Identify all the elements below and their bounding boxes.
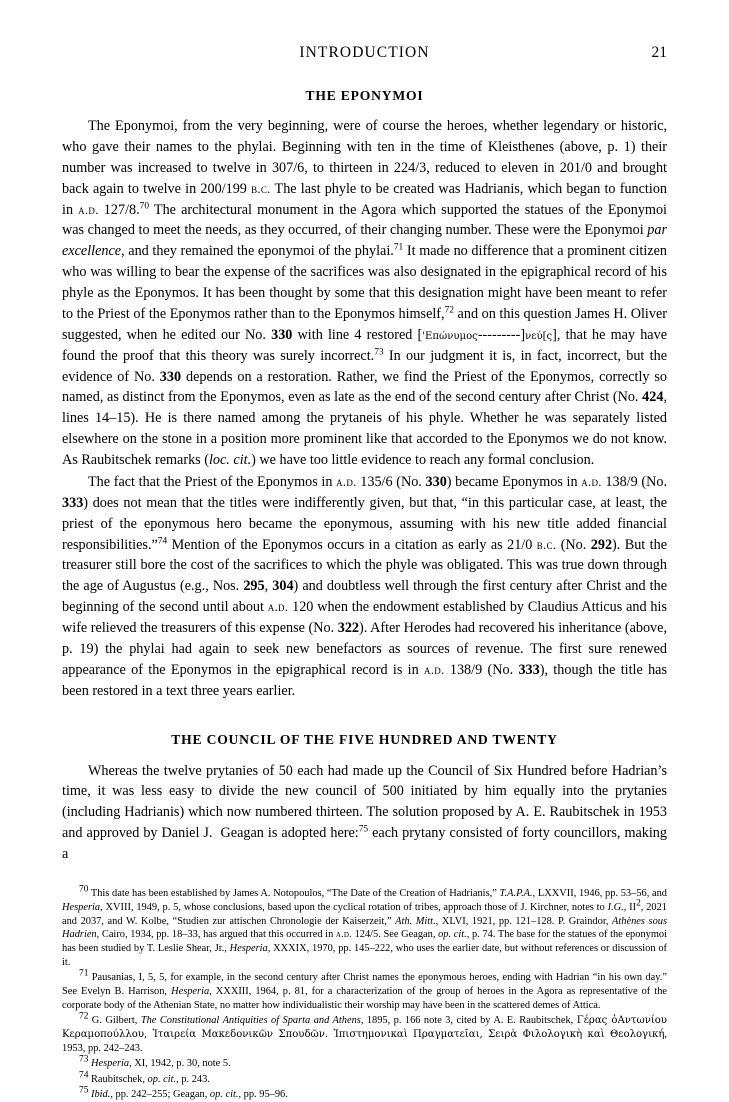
footnote-71: $^{71}$ Pausanias, I, 5, 5, for example, in the second century after Christ names the eponymous heroes, ending with Hadrian “in his own day.” See Evelyn B. Harrison, Hesperia, XXXIII, 1964, p. 81, for a characterization of the group of heroes in the Agora as representative of the corporate body of the Athenian State, no matter how individualistic their worship may have been in the scattered demes of Attica. [62,968,667,1011]
section-title-council: THE COUNCIL OF THE FIVE HUNDRED AND TWENTY [171,731,558,747]
running-head [62,44,667,62]
section-title-eponymoi: THE EPONYMOI [305,88,424,103]
footnote-70: $^{70}$ This date has been established by James A. Notopoulos, “The Date of the Creation of Hadrianis,” T.A.P.A., LXXVII, 1946, pp. 53–56, and Hesperia, XVIII, 1949, p. 5, whose conclusions, based upon the cyclical rotation of tribes, approach those of J. Kirchner, notes to I.G., $II^2$, 2021 and 2037, and W. Kolbe, “Studien zur attischen Chronologie der Kaiserzeit,” Ath. Mitt., XLVI, 1921, pp. 121–128. P. Graindor, Athènes sous Hadrien, Cairo, 1934, pp. 18–33, has argued that this occurred in a.d. 124/5. See Geagan, op. cit., p. 74. The base for the statues of the eponymoi has been studied by T. Leslie Shear, Jr., Hesperia, XXXIX, 1970, pp. 145–222, who uses the earlier date, but without references or discussion of it. [62,884,668,969]
footnote-75: $^{75}$ Ibid., pp. 242–255; Geagan, op. cit., pp. 95–96. [79,1085,288,1100]
paragraph-council-1: Whereas the twelve prytanies of 50 each had made up the Council of Six Hundred before Hadrian’s time, it was less easy to divide the new council of 500 initiated by him equally into the prytanies (including Hadrianis) which now numbered thirteen. The solution proposed by A. E. Raubitschek in 1953 and approved by Daniel J. Geagan is adopted here:$^{75}$ each prytany consisted of forty councillors, making a [62,762,667,862]
page-number: 21 [651,44,667,61]
paragraph-eponymoi-2: The fact that the Priest of the Eponymos in a.d. 135/6 (No. 330) became Eponymos in a.d. 138/9 (No. 333) does not mean that the titles were indifferently given, but that, “in this particular case, at least, the priest of the eponymous hero became the eponymous, assuming with his new title added financial responsibilities.”$^{74}$ Mention of the Eponymos occurs in a citation as early as 21/0 b.c. (No. 292). But the treasurer still bore the cost of the sacrifices to which the phyle was obligated. This was true down through the age of Augustus (e.g., Nos. 295, 304) and doubtless well through the first century after Christ and the beginning of the second until about a.d. 120 when the endowment established by Claudius Atticus and his wife relieved the treasurers of this expense (No. 322). After Herodes had recovered his inheritance (above, p. 19) the phylai had again to seek new benefactors as sources of revenue. The first sure renewed appearance of the Eponymos in the epigraphical record is in a.d. 138/9 (No. 333), though the title has been restored in a text three years earlier. [62,473,668,699]
footnote-73: $^{73}$ Hesperia, XI, 1942, p. 30, note 5. [79,1054,231,1070]
footnotes [62,884,668,1102]
paragraph-eponymoi-1: The Eponymoi, from the very beginning, were of course the heroes, whether legendary or historic, who gave their names to the phylai. Beginning with ten in the time of Kleisthenes (above, p. 1) their number was increased to twelve in 307/6, to thirteen in 224/3, reduced to eleven in 201/0 and brought back again to twelve in 200/199 b.c. The last phyle to be created was Hadrianis, which began to function in a.d. 127/8.70 The architectural monument in the Agora which supported the statues of the Eponymoi was changed to meet the needs, as they occurred, of their changing number. These were the Eponymoi par excellence, and they remained the eponymoi of the phylai.$^{71}$ It made no difference that a prominent citizen who was willing to bear the expense of the sacrifices was also designated in the epigraphical record of his phyle as the Eponymos. It has been thought by some that this designation might have been meant to refer to the Priest of the Eponymos rather than to the Eponymos himself,$^{72}$ and on this question James H. Oliver suggested, when he edited our No. 330 with line 4 restored ['Επώνυμος---------]νεύ[ς], that he may have found the proof that this theory was surely incorrect.$^{73}$ In our judgment it is, in fact, incorrect, but the evidence of No. 330 depends on a restoration. Rather, we find the Priest of the Eponymos, correctly so named, as distinct from the Eponymos, even as late as the end of the second century after Christ (No. 424, lines 14–15). He is there named among the prytaneis of his phyle. Whether he was separately listed elsewhere on the stone in a position more prominent like that accorded to the Eponymos we do not know. As Raubitschek remarks (loc. cit.) we have too little evidence to reach any formal conclusion. [62,118,668,468]
footnote-74: $^{74}$ Raubitschek, op. cit., p. 243. [79,1070,210,1085]
running-head-text: INTRODUCTION [299,44,430,61]
footnote-72: $^{72}$ G. Gilbert, The Constitutional Antiquities of Sparta and Athens, 1895, p. 166 note 3, cited by A. E. Raubitschek, Γέρας ὀΑντωνίου Κεραμοπούλλου, Ἱταιρεία Μακεδονικῶν Σπουδῶν. Ἰπιστημονικαὶ Πραγματεῖαι, Σειρὰ Φιλολογικὴ καὶ Θεολογική, 1953, pp. 242–243. [62,1011,667,1054]
